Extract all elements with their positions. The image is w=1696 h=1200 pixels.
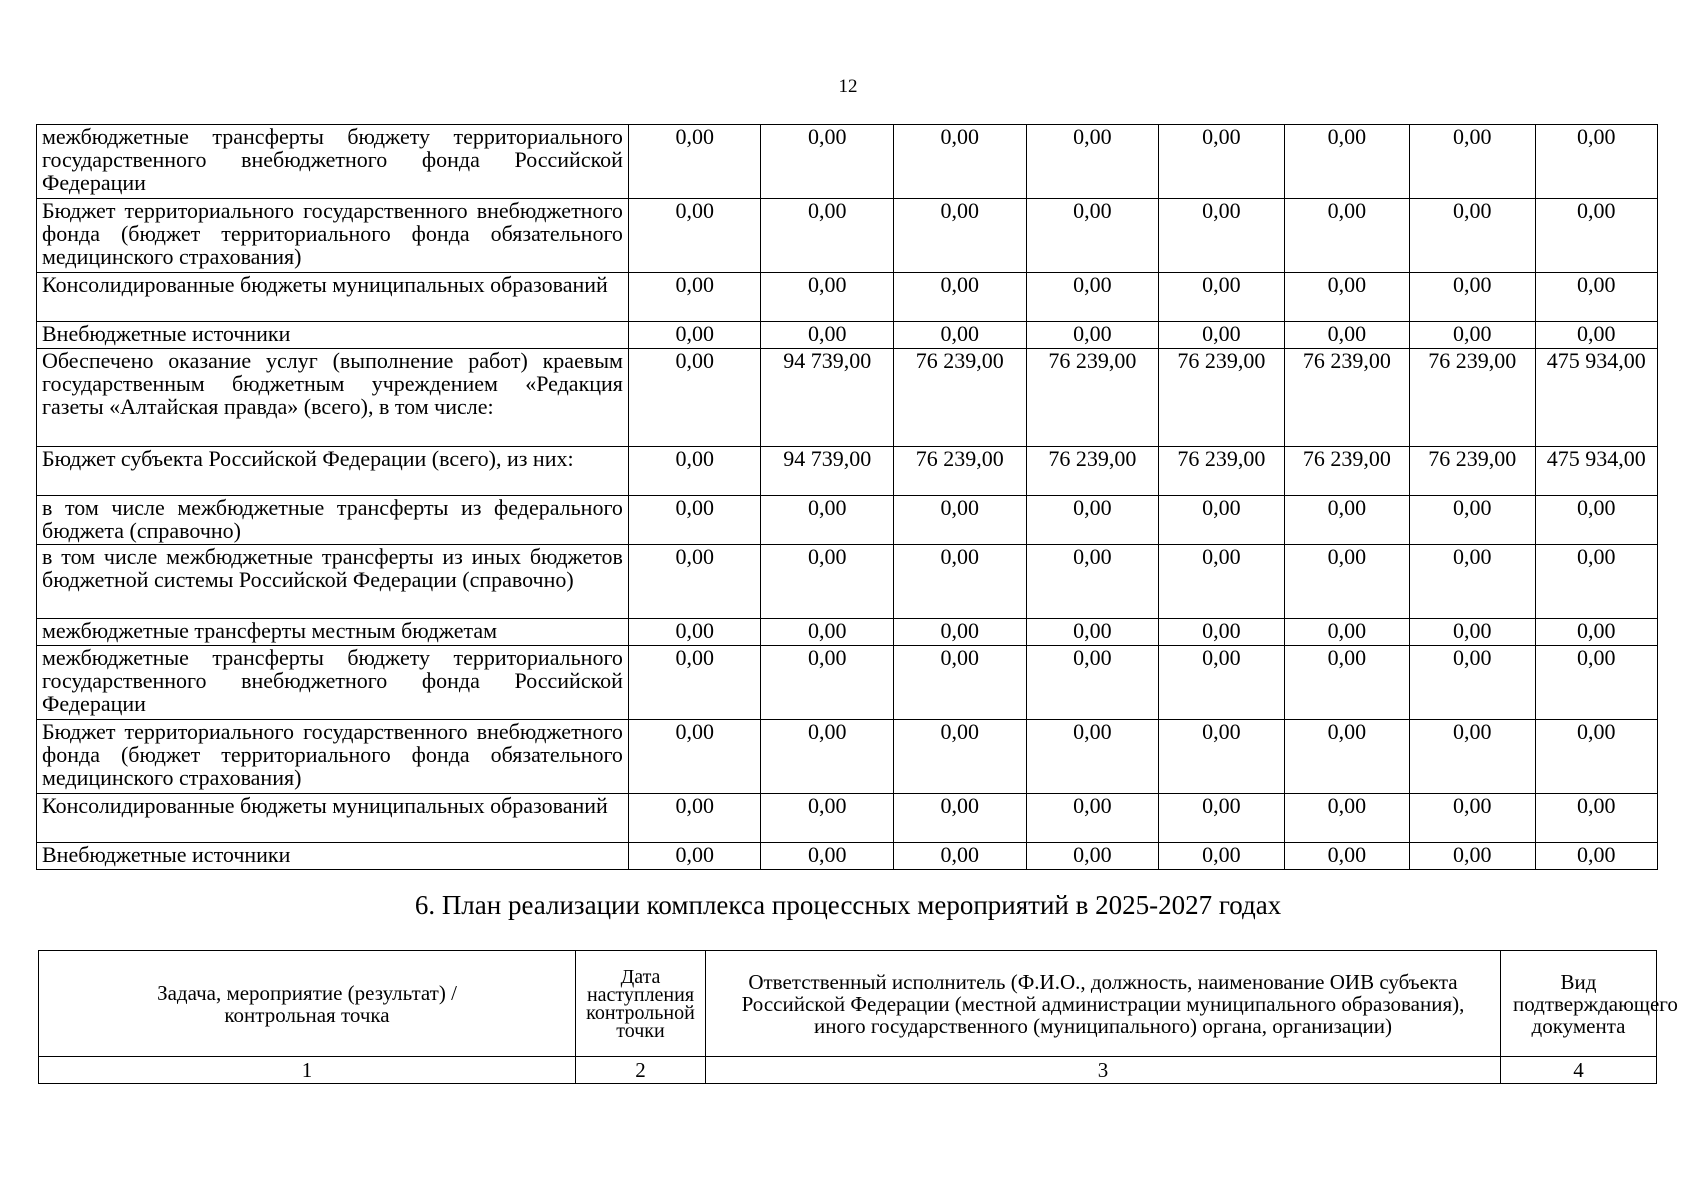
amount-cell: 0,00 <box>1159 496 1284 545</box>
row-label: Бюджет субъекта Российской Федерации (всего), из них: <box>37 447 629 496</box>
header-date: Дата наступления контрольной точки <box>576 951 706 1057</box>
amount-cell: 0,00 <box>628 349 761 447</box>
header-document: Вид подтверждающего документа <box>1501 951 1657 1057</box>
amount-cell: 0,00 <box>761 273 894 322</box>
column-number: 2 <box>576 1057 706 1084</box>
amount-cell: 0,00 <box>1159 125 1284 199</box>
row-label: Обеспечено оказание услуг (выполнение работ) краевым государственным бюджетным учреждением «Редакция газеты «Алтайская правда» (всего), в том числе: <box>37 349 629 447</box>
amount-cell: 0,00 <box>1535 843 1657 870</box>
amount-cell: 0,00 <box>1026 843 1159 870</box>
amount-cell: 0,00 <box>628 496 761 545</box>
amount-cell: 0,00 <box>1284 646 1409 720</box>
amount-cell: 0,00 <box>1535 794 1657 843</box>
amount-cell: 0,00 <box>894 619 1027 646</box>
amount-cell: 0,00 <box>628 273 761 322</box>
amount-cell: 0,00 <box>1410 843 1535 870</box>
amount-cell: 475 934,00 <box>1535 447 1657 496</box>
budget-row <box>37 322 1658 349</box>
amount-cell: 0,00 <box>894 273 1027 322</box>
amount-cell: 0,00 <box>628 843 761 870</box>
amount-cell: 0,00 <box>1026 794 1159 843</box>
amount-cell: 0,00 <box>1284 843 1409 870</box>
amount-cell: 0,00 <box>1284 125 1409 199</box>
amount-cell: 0,00 <box>1410 125 1535 199</box>
amount-cell: 0,00 <box>1535 322 1657 349</box>
row-label: межбюджетные трансферты бюджету территориального государственного внебюджетного фонда Российской Федерации <box>37 125 629 199</box>
amount-cell: 0,00 <box>1535 199 1657 273</box>
amount-cell: 0,00 <box>1026 496 1159 545</box>
amount-cell: 0,00 <box>761 125 894 199</box>
amount-cell: 0,00 <box>1159 273 1284 322</box>
amount-cell: 0,00 <box>1026 273 1159 322</box>
row-label: Бюджет территориального государственного внебюджетного фонда (бюджет территориального фонда обязательного медицинского страхования) <box>37 199 629 273</box>
amount-cell: 0,00 <box>1410 496 1535 545</box>
amount-cell: 0,00 <box>628 447 761 496</box>
row-label: межбюджетные трансферты бюджету территориального государственного внебюджетного фонда Российской Федерации <box>37 646 629 720</box>
amount-cell: 76 239,00 <box>1026 447 1159 496</box>
amount-cell: 76 239,00 <box>1159 349 1284 447</box>
amount-cell: 0,00 <box>1535 720 1657 794</box>
budget-row <box>37 720 1658 794</box>
amount-cell: 0,00 <box>761 545 894 619</box>
budget-row <box>37 349 1658 447</box>
amount-cell: 0,00 <box>761 322 894 349</box>
amount-cell: 0,00 <box>1410 619 1535 646</box>
column-number: 4 <box>1501 1057 1657 1084</box>
amount-cell: 76 239,00 <box>894 447 1027 496</box>
amount-cell: 0,00 <box>628 720 761 794</box>
amount-cell: 0,00 <box>894 199 1027 273</box>
header-executor: Ответственный исполнитель (Ф.И.О., должность, наименование ОИВ субъекта Российской Федерации (местной администрации муниципального образования), иного государственного (муниципального) органа, организации) <box>706 951 1501 1057</box>
amount-cell: 0,00 <box>894 125 1027 199</box>
amount-cell: 0,00 <box>1284 794 1409 843</box>
amount-cell: 0,00 <box>1284 199 1409 273</box>
amount-cell: 0,00 <box>1284 322 1409 349</box>
amount-cell: 0,00 <box>1410 199 1535 273</box>
amount-cell: 0,00 <box>761 646 894 720</box>
budget-row <box>37 447 1658 496</box>
amount-cell: 0,00 <box>628 322 761 349</box>
column-number: 3 <box>706 1057 1501 1084</box>
amount-cell: 0,00 <box>1159 646 1284 720</box>
amount-cell: 0,00 <box>894 545 1027 619</box>
amount-cell: 0,00 <box>1410 322 1535 349</box>
amount-cell: 94 739,00 <box>761 349 894 447</box>
amount-cell: 0,00 <box>1026 646 1159 720</box>
amount-cell: 0,00 <box>1535 619 1657 646</box>
amount-cell: 76 239,00 <box>894 349 1027 447</box>
amount-cell: 0,00 <box>1410 794 1535 843</box>
amount-cell: 0,00 <box>761 496 894 545</box>
budget-row <box>37 843 1658 870</box>
amount-cell: 0,00 <box>1159 199 1284 273</box>
amount-cell: 0,00 <box>1159 720 1284 794</box>
amount-cell: 0,00 <box>1159 619 1284 646</box>
amount-cell: 0,00 <box>1410 646 1535 720</box>
row-label: Бюджет территориального государственного внебюджетного фонда (бюджет территориального фонда обязательного медицинского страхования) <box>37 720 629 794</box>
amount-cell: 0,00 <box>628 794 761 843</box>
budget-row <box>37 199 1658 273</box>
amount-cell: 0,00 <box>761 794 894 843</box>
amount-cell: 0,00 <box>1535 545 1657 619</box>
row-label: Консолидированные бюджеты муниципальных образований <box>37 794 629 843</box>
amount-cell: 0,00 <box>894 496 1027 545</box>
amount-cell: 0,00 <box>1026 125 1159 199</box>
amount-cell: 0,00 <box>1410 545 1535 619</box>
amount-cell: 0,00 <box>1410 273 1535 322</box>
header-task: Задача, мероприятие (результат) / контрольная точка <box>39 951 576 1057</box>
amount-cell: 0,00 <box>894 794 1027 843</box>
row-label: Внебюджетные источники <box>37 322 629 349</box>
amount-cell: 475 934,00 <box>1535 349 1657 447</box>
budget-row <box>37 646 1658 720</box>
amount-cell: 0,00 <box>894 322 1027 349</box>
amount-cell: 0,00 <box>1284 273 1409 322</box>
row-label: в том числе межбюджетные трансферты из иных бюджетов бюджетной системы Российской Федерации (справочно) <box>37 545 629 619</box>
section-title: 6. План реализации комплекса процессных мероприятий в 2025-2027 годах <box>414 890 1282 920</box>
amount-cell: 0,00 <box>1026 720 1159 794</box>
amount-cell: 0,00 <box>628 646 761 720</box>
amount-cell: 0,00 <box>1535 646 1657 720</box>
amount-cell: 0,00 <box>761 843 894 870</box>
row-label: Внебюджетные источники <box>37 843 629 870</box>
amount-cell: 0,00 <box>628 545 761 619</box>
amount-cell: 0,00 <box>761 720 894 794</box>
amount-cell: 0,00 <box>894 646 1027 720</box>
amount-cell: 76 239,00 <box>1284 447 1409 496</box>
page-number: 12 <box>838 76 858 97</box>
amount-cell: 0,00 <box>1284 545 1409 619</box>
budget-table <box>36 124 1658 870</box>
amount-cell: 0,00 <box>894 843 1027 870</box>
budget-row <box>37 545 1658 619</box>
amount-cell: 0,00 <box>894 720 1027 794</box>
amount-cell: 0,00 <box>1284 720 1409 794</box>
row-label: в том числе межбюджетные трансферты из федерального бюджета (справочно) <box>37 496 629 545</box>
amount-cell: 76 239,00 <box>1410 447 1535 496</box>
amount-cell: 0,00 <box>1535 125 1657 199</box>
budget-row <box>37 619 1658 646</box>
column-number: 1 <box>39 1057 576 1084</box>
amount-cell: 0,00 <box>761 619 894 646</box>
budget-row <box>37 496 1658 545</box>
amount-cell: 0,00 <box>628 199 761 273</box>
amount-cell: 0,00 <box>1159 545 1284 619</box>
amount-cell: 0,00 <box>1159 794 1284 843</box>
amount-cell: 94 739,00 <box>761 447 894 496</box>
amount-cell: 76 239,00 <box>1159 447 1284 496</box>
amount-cell: 0,00 <box>1026 619 1159 646</box>
amount-cell: 0,00 <box>628 619 761 646</box>
plan-table <box>38 950 1678 1084</box>
amount-cell: 0,00 <box>1284 496 1409 545</box>
amount-cell: 0,00 <box>1159 843 1284 870</box>
amount-cell: 0,00 <box>1284 619 1409 646</box>
amount-cell: 0,00 <box>1535 496 1657 545</box>
amount-cell: 0,00 <box>1410 720 1535 794</box>
amount-cell: 0,00 <box>1026 545 1159 619</box>
budget-row <box>37 125 1658 199</box>
row-label: Консолидированные бюджеты муниципальных образований <box>37 273 629 322</box>
amount-cell: 0,00 <box>1159 322 1284 349</box>
budget-row <box>37 794 1658 843</box>
row-label: межбюджетные трансферты местным бюджетам <box>37 619 629 646</box>
amount-cell: 0,00 <box>628 125 761 199</box>
amount-cell: 76 239,00 <box>1026 349 1159 447</box>
budget-row <box>37 273 1658 322</box>
amount-cell: 76 239,00 <box>1410 349 1535 447</box>
amount-cell: 0,00 <box>1026 322 1159 349</box>
amount-cell: 0,00 <box>1026 199 1159 273</box>
amount-cell: 0,00 <box>761 199 894 273</box>
amount-cell: 0,00 <box>1535 273 1657 322</box>
amount-cell: 76 239,00 <box>1284 349 1409 447</box>
